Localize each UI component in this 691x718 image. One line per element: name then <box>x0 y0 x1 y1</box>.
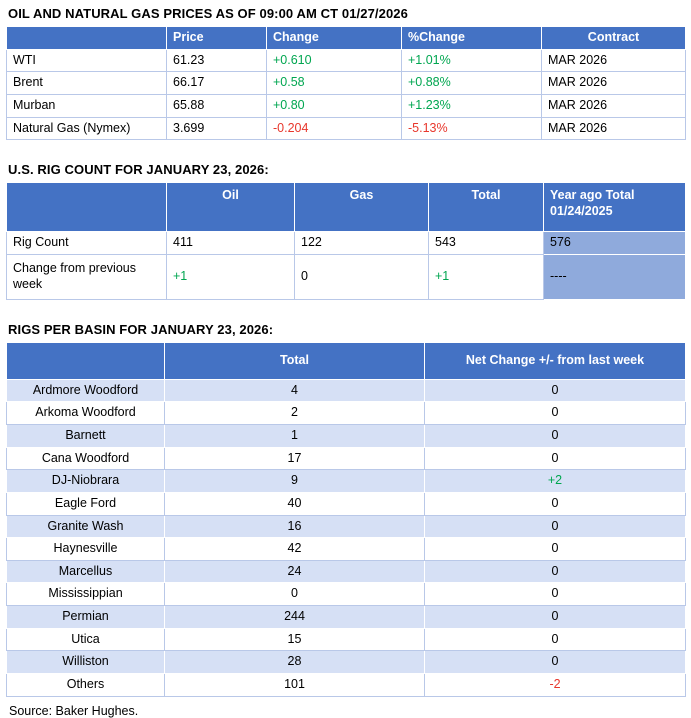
basin-cell-total: 1 <box>165 425 425 448</box>
table-row <box>7 470 686 493</box>
prices-header-row <box>7 27 686 50</box>
basin-cell-name: Utica <box>7 628 165 651</box>
rigcount-col-oil: Oil <box>167 183 295 232</box>
basins-col-total: Total <box>165 342 425 379</box>
table-row <box>7 447 686 470</box>
rigcount-cell-oil: 411 <box>167 232 295 255</box>
basin-cell-netchange: 0 <box>425 651 686 674</box>
rigcount-cell-year-ago: ---- <box>544 254 686 299</box>
basin-cell-netchange: 0 <box>425 492 686 515</box>
basin-cell-netchange: -2 <box>425 673 686 696</box>
rigcount-col-label <box>7 183 167 232</box>
prices-cell-change: +0.610 <box>267 49 402 72</box>
table-row <box>7 673 686 696</box>
rigcount-title: U.S. RIG COUNT FOR JANUARY 23, 2026: <box>8 162 269 178</box>
basins-col-netchange: Net Change +/- from last week <box>425 342 686 379</box>
table-row <box>7 425 686 448</box>
prices-col-change: Change <box>267 27 402 50</box>
basin-cell-netchange: 0 <box>425 538 686 561</box>
table-row <box>7 560 686 583</box>
rigcount-cell-total: 543 <box>429 232 544 255</box>
basin-cell-total: 244 <box>165 606 425 629</box>
basin-cell-name: DJ-Niobrara <box>7 470 165 493</box>
rigcount-col-total: Total <box>429 183 544 232</box>
prices-title: OIL AND NATURAL GAS PRICES AS OF 09:00 AM CT 01/27/2026 <box>8 6 408 21</box>
prices-cell-name: Natural Gas (Nymex) <box>7 117 167 140</box>
rigcount-col-gas: Gas <box>295 183 429 232</box>
basin-cell-netchange: 0 <box>425 402 686 425</box>
rigcount-cell-label: Change from previous week <box>7 254 167 299</box>
basin-cell-name: Mississippian <box>7 583 165 606</box>
prices-cell-price: 3.699 <box>167 117 267 140</box>
basin-cell-netchange: +2 <box>425 470 686 493</box>
table-row <box>7 379 686 402</box>
basin-cell-name: Ardmore Woodford <box>7 379 165 402</box>
oil-gas-prices-table <box>6 26 686 140</box>
basin-cell-total: 2 <box>165 402 425 425</box>
prices-cell-price: 65.88 <box>167 94 267 117</box>
table-row <box>7 651 686 674</box>
table-row <box>7 117 686 140</box>
basin-cell-netchange: 0 <box>425 379 686 402</box>
table-row <box>7 628 686 651</box>
rigcount-cell-year-ago: 576 <box>544 232 686 255</box>
basin-cell-name: Cana Woodford <box>7 447 165 470</box>
basin-cell-total: 15 <box>165 628 425 651</box>
rigcount-col-year-ago <box>544 183 686 232</box>
basins-body <box>7 379 686 696</box>
basin-cell-netchange: 0 <box>425 515 686 538</box>
rigs-per-basin-table <box>6 342 686 697</box>
basin-cell-total: 4 <box>165 379 425 402</box>
basin-cell-netchange: 0 <box>425 606 686 629</box>
basins-title: RIGS PER BASIN FOR JANUARY 23, 2026: <box>8 321 274 337</box>
prices-cell-pctchange: -5.13% <box>402 117 542 140</box>
prices-col-price: Price <box>167 27 267 50</box>
prices-cell-contract: MAR 2026 <box>542 72 686 95</box>
prices-cell-pctchange: +1.23% <box>402 94 542 117</box>
basin-cell-total: 24 <box>165 560 425 583</box>
basin-cell-netchange: 0 <box>425 628 686 651</box>
rigcount-cell-total: +1 <box>429 254 544 299</box>
prices-cell-change: +0.58 <box>267 72 402 95</box>
prices-cell-price: 61.23 <box>167 49 267 72</box>
basin-cell-name: Barnett <box>7 425 165 448</box>
prices-cell-name: Murban <box>7 94 167 117</box>
source-note: Source: Baker Hughes. <box>9 703 139 718</box>
prices-col-pctchange: %Change <box>402 27 542 50</box>
prices-col-contract: Contract <box>542 27 686 50</box>
prices-body <box>7 49 686 140</box>
basin-cell-total: 101 <box>165 673 425 696</box>
table-row <box>7 606 686 629</box>
basin-cell-total: 28 <box>165 651 425 674</box>
basin-cell-total: 40 <box>165 492 425 515</box>
basin-cell-total: 9 <box>165 470 425 493</box>
rigcount-cell-gas: 122 <box>295 232 429 255</box>
rigcount-col-year-ago-line1: Year ago Total <box>550 188 635 203</box>
rigcount-cell-oil: +1 <box>167 254 295 299</box>
prices-col-name <box>7 27 167 50</box>
table-row <box>7 402 686 425</box>
table-row <box>7 538 686 561</box>
prices-cell-name: WTI <box>7 49 167 72</box>
prices-cell-contract: MAR 2026 <box>542 49 686 72</box>
rigcount-header-row <box>7 183 686 232</box>
prices-cell-name: Brent <box>7 72 167 95</box>
basins-header-row <box>7 342 686 379</box>
table-row <box>7 72 686 95</box>
prices-cell-pctchange: +1.01% <box>402 49 542 72</box>
rigcount-cell-gas: 0 <box>295 254 429 299</box>
prices-cell-price: 66.17 <box>167 72 267 95</box>
table-row <box>7 492 686 515</box>
basin-cell-name: Granite Wash <box>7 515 165 538</box>
spacer <box>6 300 685 322</box>
basin-cell-total: 42 <box>165 538 425 561</box>
prices-cell-change: -0.204 <box>267 117 402 140</box>
basin-cell-netchange: 0 <box>425 583 686 606</box>
basin-cell-name: Permian <box>7 606 165 629</box>
basin-cell-netchange: 0 <box>425 447 686 470</box>
prices-cell-contract: MAR 2026 <box>542 117 686 140</box>
basin-cell-netchange: 0 <box>425 425 686 448</box>
basin-cell-name: Others <box>7 673 165 696</box>
basin-cell-name: Haynesville <box>7 538 165 561</box>
table-row <box>7 515 686 538</box>
table-row <box>7 254 686 299</box>
basins-col-name <box>7 342 165 379</box>
table-row <box>7 94 686 117</box>
rigcount-body <box>7 232 686 300</box>
prices-cell-pctchange: +0.88% <box>402 72 542 95</box>
basin-cell-total: 0 <box>165 583 425 606</box>
table-row <box>7 49 686 72</box>
rigcount-col-year-ago-line2: 01/24/2025 <box>550 203 613 218</box>
us-rig-count-table <box>6 182 686 300</box>
basin-cell-name: Arkoma Woodford <box>7 402 165 425</box>
prices-cell-change: +0.80 <box>267 94 402 117</box>
basin-cell-total: 16 <box>165 515 425 538</box>
rigcount-cell-label: Rig Count <box>7 232 167 255</box>
basin-cell-netchange: 0 <box>425 560 686 583</box>
basin-cell-name: Marcellus <box>7 560 165 583</box>
spacer <box>6 140 685 162</box>
table-row <box>7 232 686 255</box>
basin-cell-name: Williston <box>7 651 165 674</box>
table-row <box>7 583 686 606</box>
basin-cell-name: Eagle Ford <box>7 492 165 515</box>
prices-cell-contract: MAR 2026 <box>542 94 686 117</box>
basin-cell-total: 17 <box>165 447 425 470</box>
